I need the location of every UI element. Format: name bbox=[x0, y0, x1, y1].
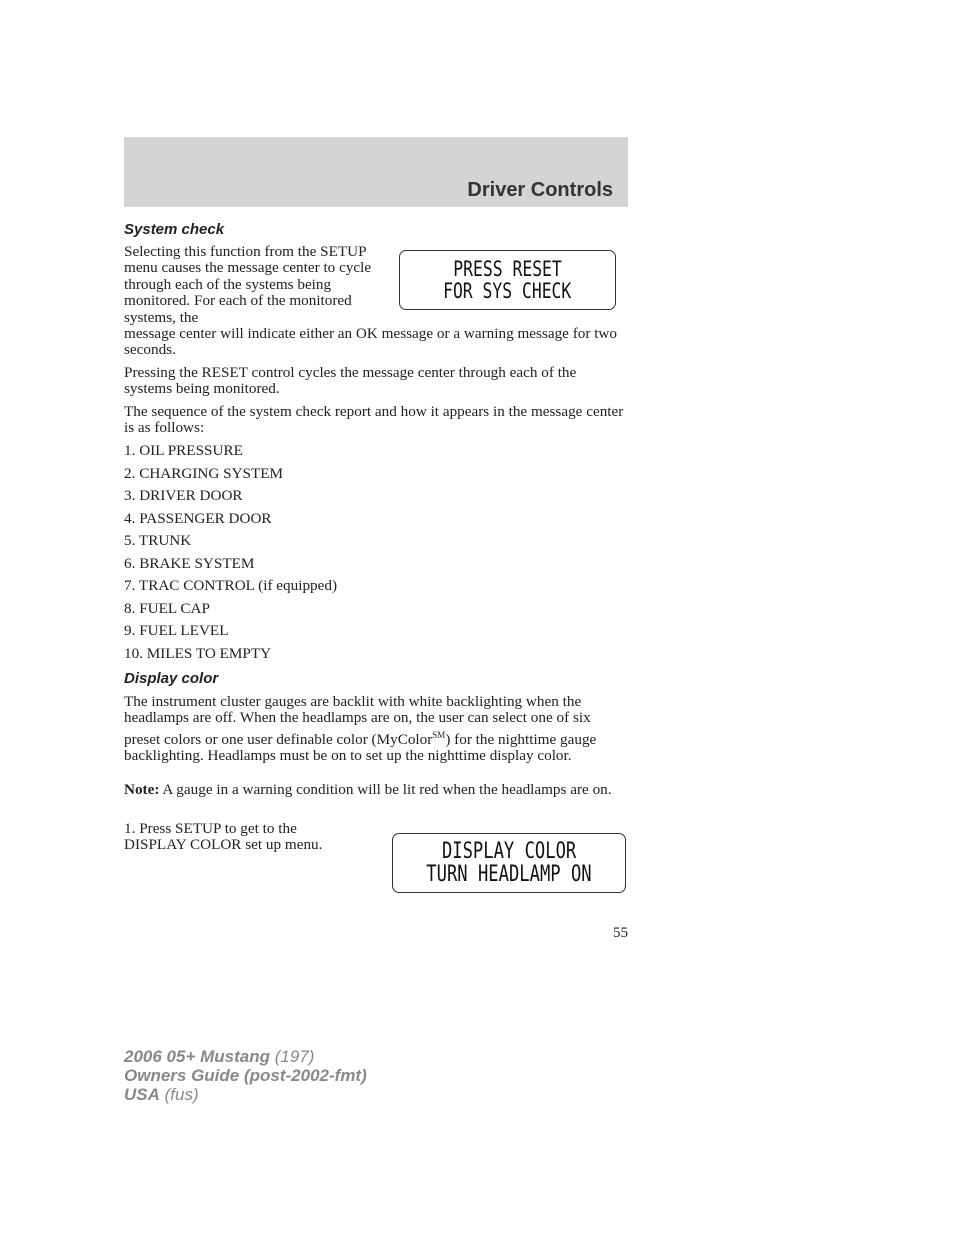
lcd-line-2: TURN HEADLAMP ON bbox=[426, 862, 592, 887]
list-item: 4. PASSENGER DOOR bbox=[124, 510, 272, 527]
list-item: 10. MILES TO EMPTY bbox=[124, 645, 272, 662]
service-mark: SM bbox=[432, 729, 446, 740]
lcd-press-reset-display bbox=[399, 250, 616, 310]
list-item: 9. FUEL LEVEL bbox=[124, 622, 229, 639]
header-band bbox=[124, 137, 628, 207]
system-check-paragraph-1a: Selecting this function from the SETUP menu causes the message center to cycle through each of the systems being monitored. For each of the monitored systems, the bbox=[124, 243, 372, 326]
note-label: Note: bbox=[124, 781, 160, 798]
system-check-paragraph-1b: message center will indicate either an OK message or a warning message for two seconds. bbox=[124, 325, 617, 359]
page-section-title: Driver Controls bbox=[467, 179, 613, 201]
list-item: 3. DRIVER DOOR bbox=[124, 487, 243, 504]
list-item: 7. TRAC CONTROL (if equipped) bbox=[124, 577, 338, 594]
list-item: 8. FUEL CAP bbox=[124, 600, 210, 617]
display-color-paragraph: The instrument cluster gauges are backlit with white backlighting when the headlamps are off. When the headlamps are on, the user can select one of six preset colors or one user definable color (MyColor℠) for the nighttime gauge backlighting. Headlamps must be on to set up the nighttime display color. bbox=[124, 693, 597, 765]
display-color-heading: Display color bbox=[124, 670, 219, 687]
lcd-display-color-display bbox=[392, 833, 626, 893]
lcd-line-2: FOR SYS CHECK bbox=[443, 279, 572, 303]
list-item: 5. TRUNK bbox=[124, 532, 192, 549]
system-check-heading: System check bbox=[124, 221, 225, 238]
footer-document-info: 2006 05+ Mustang (197) Owners Guide (post-2002-fmt) USA (fus) bbox=[124, 1047, 367, 1104]
page-number: 55 bbox=[613, 925, 628, 941]
display-color-note: Note: A gauge in a warning condition will be lit red when the headlamps are on. bbox=[124, 781, 612, 798]
system-check-paragraph-3: The sequence of the system check report and how it appears in the message center is as follows: bbox=[124, 403, 624, 437]
list-item: 6. BRAKE SYSTEM bbox=[124, 555, 255, 572]
list-item: 1. OIL PRESSURE bbox=[124, 442, 243, 459]
lcd-line-1: PRESS RESET bbox=[453, 257, 562, 281]
display-color-step-1: 1. Press SETUP to get to the DISPLAY COLOR set up menu. bbox=[124, 820, 323, 854]
lcd-line-1: DISPLAY COLOR bbox=[441, 839, 577, 864]
list-item: 2. CHARGING SYSTEM bbox=[124, 465, 284, 482]
system-check-paragraph-2: Pressing the RESET control cycles the message center through each of the systems being monitored. bbox=[124, 364, 577, 398]
